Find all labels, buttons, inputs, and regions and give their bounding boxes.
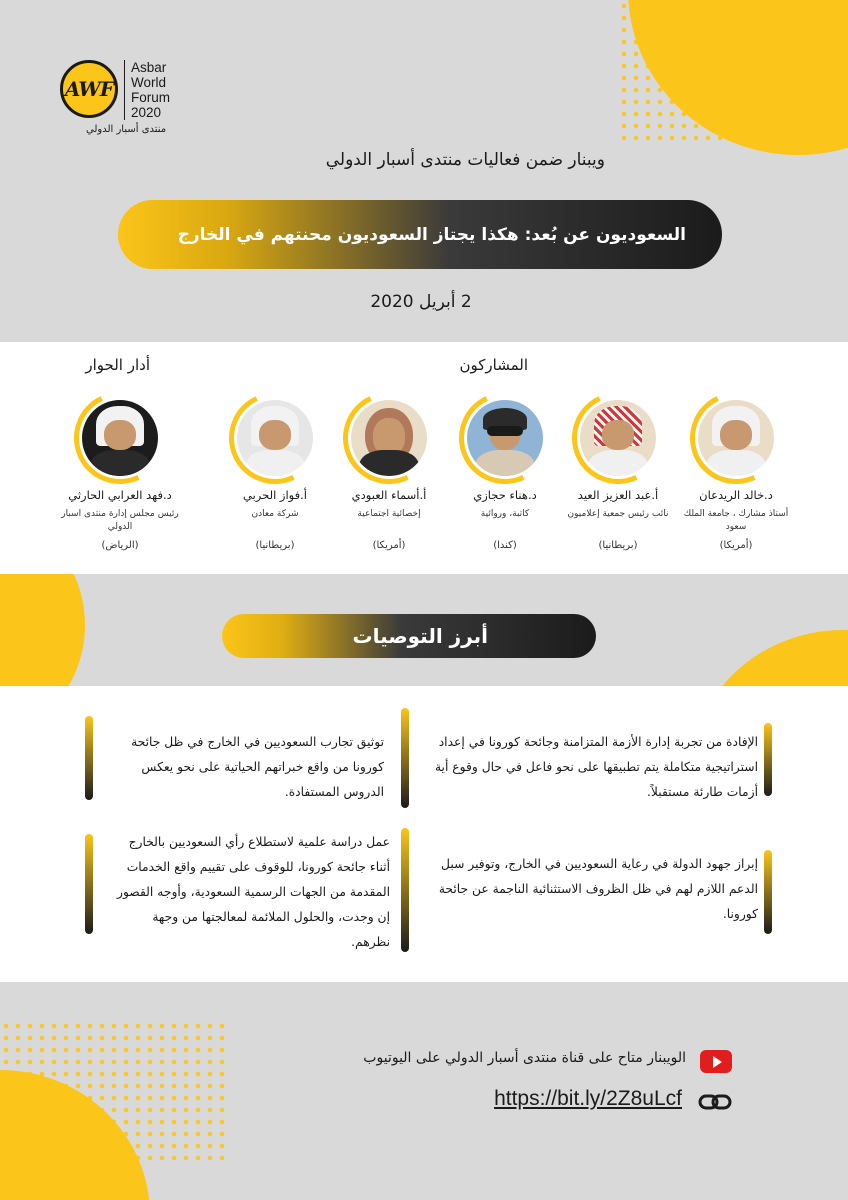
participant-role: شركة معادن: [251, 509, 299, 519]
logo: [56, 56, 206, 142]
accent-bar: [85, 834, 93, 934]
moderator-location: (الرياض): [101, 540, 139, 551]
logo-wordmark: Asbar World Forum 2020: [124, 60, 194, 120]
participant-location: (بريطانيا): [255, 540, 295, 551]
recommendation-item: توثيق تجارب السعوديين في الخارج في ظل جائحة كورونا من واقع خبراتهم الحياتية على نحو يعكس الدروس المستفادة.: [131, 735, 384, 799]
participant-card: [445, 396, 565, 551]
event-date: 2 أبريل 2020: [370, 292, 472, 312]
moderator-card: [60, 396, 180, 551]
participant-name: د.هناء حجازي: [473, 488, 537, 502]
accent-bar: [85, 716, 93, 800]
participant-role: كاتبة، وروائية: [480, 509, 530, 519]
participant-location: (أمريكا): [719, 540, 753, 551]
participant-location: (كندا): [493, 540, 517, 551]
recommendations-heading: أبرز التوصيات: [352, 624, 488, 648]
participant-card: [676, 396, 796, 551]
participant-location: (بريطانيا): [598, 540, 638, 551]
accent-bar: [764, 723, 772, 796]
ghutra-portrait-icon: [694, 396, 778, 480]
participant-name: د.خالد الريدعان: [699, 488, 773, 502]
logo-arabic: منتدى أسبار الدولي: [86, 124, 167, 135]
youtube-link[interactable]: https://bit.ly/2Z8uLcf: [494, 1087, 682, 1110]
recommendations-panel: [0, 686, 848, 982]
accent-bar: [764, 850, 772, 934]
participant-role: إخصائية اجتماعية: [357, 509, 421, 519]
participant-name: أ.أسماء العبودي: [351, 488, 427, 502]
ghutra-portrait-icon: [233, 396, 317, 480]
glasses-portrait-icon: [463, 396, 547, 480]
recommendation-item: إبراز جهود الدولة في رعاية السعوديين في الخارج، وتوفير سبل الدعم اللازم لهم في ظل الظروف الاستثنائية الناجمة عن جائحة كورونا.: [438, 857, 758, 921]
participant-card: [215, 396, 335, 551]
awf-logo-icon: AWF: [60, 60, 118, 118]
participant-role: أستاذ مشارك ، جامعة الملك سعود: [683, 509, 789, 532]
accent-bar: [401, 708, 409, 808]
hijab-portrait-icon: [347, 396, 431, 480]
recommendations-banner: [222, 614, 596, 658]
moderator-role: رئيس مجلس إدارة منتدى اسبار الدولي: [61, 509, 179, 532]
shemagh-portrait-icon: [576, 396, 660, 480]
ghutra-portrait-icon: [78, 396, 162, 480]
link-icon: [698, 1092, 732, 1112]
moderator-name: د.فهد العرابي الحارثي: [68, 488, 172, 502]
youtube-icon[interactable]: [700, 1050, 732, 1073]
recommendation-item: عمل دراسة علمية لاستطلاع رأي السعوديين بالخارج أثناء جائحة كورونا، للوقوف على تقييم واقع الخدمات المقدمة من الجهات الرسمية السعودية، وأوجه القصور إن وجدت، والحلول الملائمة لمعالجتها من وجهة نظرهم.: [117, 835, 390, 949]
participant-location: (أمريكا): [372, 540, 406, 551]
participant-name: أ.فواز الحربي: [243, 488, 307, 502]
participants-heading: المشاركون: [459, 356, 528, 374]
participants-panel: [0, 342, 848, 574]
title-banner: [118, 200, 722, 269]
participant-role: نائب رئيس جمعية إعلاميون: [567, 509, 669, 519]
header-band: [0, 0, 848, 342]
youtube-note: الويبنار متاح على قناة منتدى أسبار الدولي على اليوتيوب: [363, 1050, 686, 1066]
event-subtitle: ويبنار ضمن فعاليات منتدى أسبار الدولي: [325, 150, 605, 170]
accent-bar: [401, 828, 409, 952]
moderator-heading: أدار الحوار: [85, 356, 150, 374]
participant-card: [558, 396, 678, 551]
participant-name: أ.عبد العزيز العيد: [577, 488, 659, 502]
participant-card: [329, 396, 449, 551]
event-title: السعوديون عن بُعد: هكذا يجتاز السعوديون محنتهم في الخارج: [177, 224, 686, 245]
recommendation-item: الإفادة من تجربة إدارة الأزمة المتزامنة وجائحة كورونا في إعداد استراتيجية متكاملة يتم تطبيقها على نحو فاعل في حال وقوع أية أزمات طارئة مستقبلاً.: [434, 735, 758, 799]
decor-dots-bottom-left: [0, 1020, 230, 1160]
